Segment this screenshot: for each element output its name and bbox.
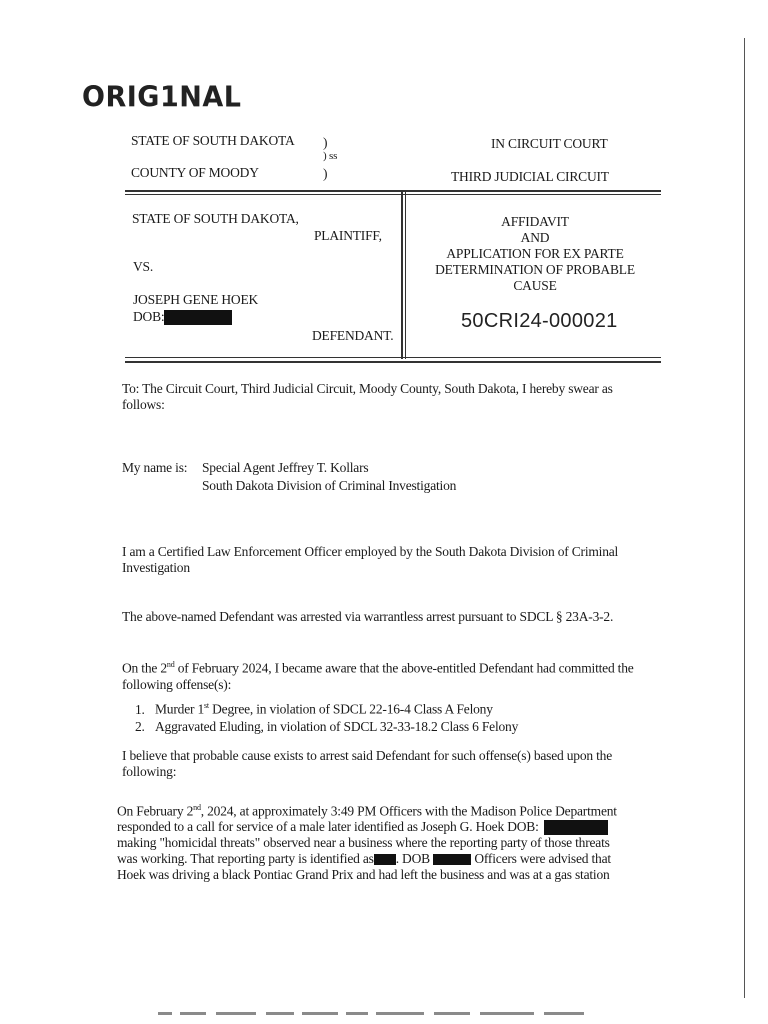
aware-post: of February 2024, I became aware that the above-entitled Defendant had committed the following offense(s):	[122, 660, 634, 692]
title-line-1: AFFIDAVIT	[501, 214, 569, 229]
certified-statement: I am a Certified Law Enforcement Officer employed by the South Dakota Division of Criminal Investigation	[122, 544, 619, 575]
caption-rule-top-2	[125, 194, 661, 195]
title-line-3: APPLICATION FOR EX PARTE	[446, 246, 624, 261]
affiant-agency: South Dakota Division of Criminal Investigation	[202, 478, 457, 493]
title-line-4: DETERMINATION OF PROBABLE	[435, 262, 635, 277]
affidavit-title	[410, 214, 660, 294]
facts-line-4-c: Officers were advised that	[471, 851, 611, 866]
to-line: To: The Circuit Court, Third Judicial Circuit, Moody County, South Dakota, I hereby swear as follows:	[122, 381, 613, 412]
footer-fragment	[150, 1005, 610, 1015]
dob-line	[133, 309, 232, 325]
facts-line-1	[117, 803, 617, 820]
facts-line-4-a: was working. That reporting party is identified as	[117, 851, 374, 866]
offense-list	[135, 697, 518, 735]
caption-state: STATE OF SOUTH DAKOTA	[131, 133, 295, 148]
defendant-name: JOSEPH GENE HOEK	[133, 292, 259, 307]
facts-line-3: making "homicidal threats" observed near a business where the reporting party of those threats	[117, 835, 610, 850]
offense-1-pre: Murder 1	[155, 701, 205, 717]
facts-line-2-text: responded to a call for service of a male later identified as Joseph G. Hoek DOB:	[117, 819, 539, 834]
facts-line-1-post: , 2024, at approximately 3:49 PM Officers with the Madison Police Department	[200, 803, 617, 819]
caption-paren-ss: ) ss	[323, 150, 338, 162]
caption-court: IN CIRCUIT COURT	[491, 136, 608, 151]
title-line-2: AND	[520, 230, 550, 245]
original-stamp: ORIG1NAL	[82, 81, 242, 114]
page-edge	[744, 38, 745, 998]
redaction-box	[374, 854, 396, 865]
dob-label: DOB:	[133, 309, 165, 324]
plaintiff-label: PLAINTIFF,	[314, 228, 382, 243]
title-line-5: CAUSE	[513, 278, 557, 293]
offense-1-number: 1.	[135, 701, 145, 717]
arrest-statement: The above-named Defendant was arrested via warrantless arrest pursuant to SDCL § 23A-3-2.	[122, 609, 614, 624]
facts-line-4	[117, 851, 611, 867]
facts-line-2	[117, 819, 608, 835]
facts-line-4-b: . DOB	[395, 851, 430, 866]
caption-divider-1	[401, 192, 403, 359]
caption-circuit: THIRD JUDICIAL CIRCUIT	[451, 169, 609, 184]
versus-label: VS.	[133, 259, 154, 274]
name-label: My name is:	[122, 460, 188, 475]
defendant-label: DEFENDANT.	[312, 328, 394, 343]
plaintiff-name: STATE OF SOUTH DAKOTA,	[132, 211, 299, 226]
redaction-box	[164, 310, 232, 325]
caption-rule-bottom-2	[125, 361, 661, 363]
caption-rule-bottom-1	[125, 357, 661, 358]
offense-1-post: Degree, in violation of SDCL 22-16-4 Class A Felony	[208, 701, 493, 717]
redaction-box	[433, 854, 471, 865]
believe-statement: I believe that probable cause exists to arrest said Defendant for such offense(s) based upon the following:	[122, 748, 612, 779]
caption-divider-2	[405, 192, 406, 359]
facts-line-5: Hoek was driving a black Pontiac Grand Prix and had left the business and was at a gas station	[117, 867, 610, 882]
aware-sup: nd	[166, 660, 175, 669]
facts-line-1-sup: nd	[193, 803, 201, 812]
caption-paren-top: )	[323, 135, 328, 150]
facts-line-1-pre: On February 2	[117, 803, 194, 819]
footer-scan-marks	[150, 1008, 610, 1015]
redaction-box	[544, 820, 608, 835]
offense-item-1	[135, 697, 518, 718]
caption-county: COUNTY OF MOODY	[131, 165, 259, 180]
offense-item-2	[135, 718, 518, 735]
case-number: 50CRI24-000021	[461, 310, 618, 332]
offense-1-sup: st	[204, 701, 209, 710]
offense-2-text: Aggravated Eluding, in violation of SDCL 32-33-18.2 Class 6 Felony	[155, 718, 519, 734]
caption-rule-top-1	[125, 190, 661, 192]
aware-statement	[122, 657, 642, 693]
caption-paren-bottom: )	[323, 166, 328, 181]
affiant-name: Special Agent Jeffrey T. Kollars	[202, 460, 369, 475]
offense-2-number: 2.	[135, 718, 145, 734]
aware-pre: On the 2	[122, 660, 167, 676]
